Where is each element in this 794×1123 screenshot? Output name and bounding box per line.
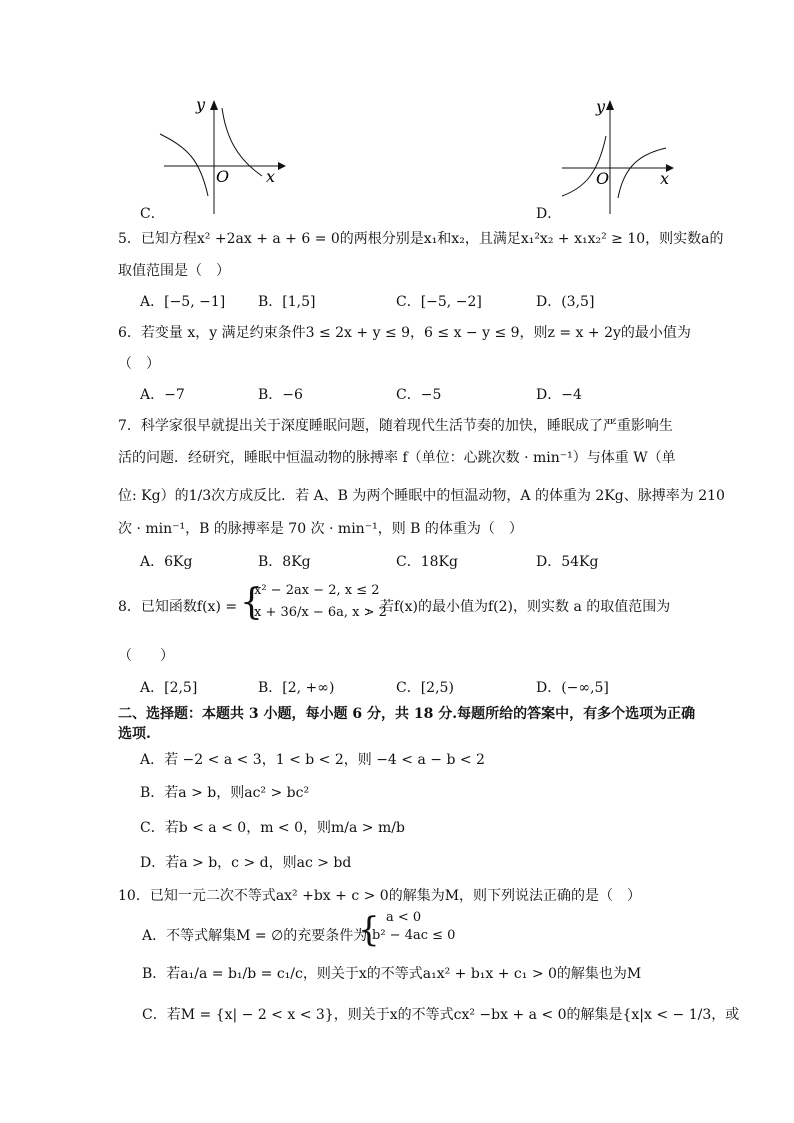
graph-c-origin: O [216, 167, 230, 186]
q7-stem-line1: 7．科学家很早就提出关于深度睡眠问题，随着现代生活节奏的加快，睡眠成了严重影响生 [118, 418, 673, 434]
q8-brace: { [240, 582, 263, 623]
q9-option-c: C．若b < a < 0，m < 0，则m/a > m/b [140, 820, 405, 836]
q8-suffix: ，若f(x)的最小值为f(2)，则实数 a 的取值范围为 [366, 599, 671, 615]
graph-d-origin: O [596, 169, 610, 188]
q9-option-a: A．若 −2 < a < 3，1 < b < 2，则 −4 < a − b < 2 [140, 752, 485, 768]
q7-stem-line4: 次 · min⁻¹，B 的脉搏率是 70 次 · min⁻¹，则 B 的体重为（ ） [118, 521, 523, 537]
graph-d-y-label: y [596, 97, 606, 116]
q8-paren: （ ） [118, 648, 174, 664]
graph-c-y-label: y [196, 96, 206, 114]
q5-option-d: D．(3,5] [536, 294, 595, 310]
q7-stem-line3: 位: Kg）的1/3次方成反比．若 A、B 为两个睡眠中的恒温动物，A 的体重为 2Kg、脉搏率为 210 [118, 488, 725, 504]
q10-stem: 10．已知一元二次不等式ax² +bx + c > 0的解集为M，则下列说法正确的是（ ） [118, 888, 642, 904]
q8-option-a: A．[2,5] [140, 680, 198, 696]
q7-option-b: B．8Kg [258, 554, 311, 570]
q8-option-d: D．(−∞,5] [536, 680, 609, 696]
q7-option-a: A．6Kg [140, 554, 193, 570]
q8-prefix: 8．已知函数f(x) = [118, 599, 238, 615]
q7-option-d: D．54Kg [536, 554, 599, 570]
q10-option-a-brace: { [358, 910, 380, 950]
graph-c-x-label: x [266, 167, 276, 186]
q10-option-b: B．若a₁/a = b₁/b = c₁/c，则关于x的不等式a₁x² + b₁x + c₁ > 0的解集也为M [142, 966, 642, 982]
section2-heading-line2: 选项. [118, 726, 151, 742]
q6-option-d: D．−4 [536, 387, 582, 403]
q7-stem-line2: 活的问题．经研究，睡眠中恒温动物的脉搏率 f（单位：心跳次数 · min⁻¹）与体重 W（单 [118, 450, 676, 466]
q6-option-c: C．−5 [396, 387, 442, 403]
q6-stem-line1: 6．若变量 x，y 满足约束条件3 ≤ 2x + y ≤ 9，6 ≤ x − y ≤ 9，则z = x + 2y的最小值为 [118, 325, 691, 341]
q5-stem-line2: 取值范围是（ ） [118, 263, 230, 279]
q10-option-a-case1: a < 0 [386, 910, 422, 925]
q5-option-a: A．[−5, −1] [140, 294, 226, 310]
q6-stem-line2: （ ） [118, 356, 160, 372]
q8-case2: x + 36/x − 6a, x > 2 [254, 605, 387, 620]
graph-d-x-label: x [660, 169, 670, 188]
q5-option-c: C．[−5, −2] [396, 294, 482, 310]
graph-d-svg [548, 96, 688, 222]
q10-option-a-case2: b² − 4ac ≤ 0 [372, 928, 456, 943]
q10-option-c: C．若M = {x| − 2 < x < 3}，则关于x的不等式cx² −bx + a < 0的解集是{x|x < − 1/3，或 [142, 1007, 740, 1023]
q8-option-b: B．[2, +∞) [258, 680, 335, 696]
q9-option-b: B．若a > b，则ac² > bc² [140, 785, 310, 801]
q6-option-b: B．−6 [258, 387, 303, 403]
q9-option-d: D．若a > b，c > d，则ac > bd [140, 855, 352, 871]
q8-option-c: C．[2,5) [396, 680, 454, 696]
option-d-label: D． [536, 206, 562, 222]
option-c-label: C． [140, 206, 165, 222]
q5-option-b: B．[1,5] [258, 294, 316, 310]
q10-option-a-prefix: A．不等式解集M = ∅的充要条件为 [142, 928, 368, 944]
q7-option-c: C．18Kg [396, 554, 458, 570]
section2-heading-line1: 二、选择题：本题共 3 小题，每小题 6 分，共 18 分.每题所给的答案中，有多个选项为正确 [118, 706, 696, 722]
graph-d [548, 96, 688, 222]
q6-option-a: A．−7 [140, 387, 185, 403]
q5-stem-line1: 5．已知方程x² +2ax + a + 6 = 0的两根分别是x₁和x₂，且满足x₁²x₂ + x₁x₂² ≥ 10，则实数a的 [118, 231, 724, 247]
q8-case1: x² − 2ax − 2, x ≤ 2 [254, 583, 380, 598]
